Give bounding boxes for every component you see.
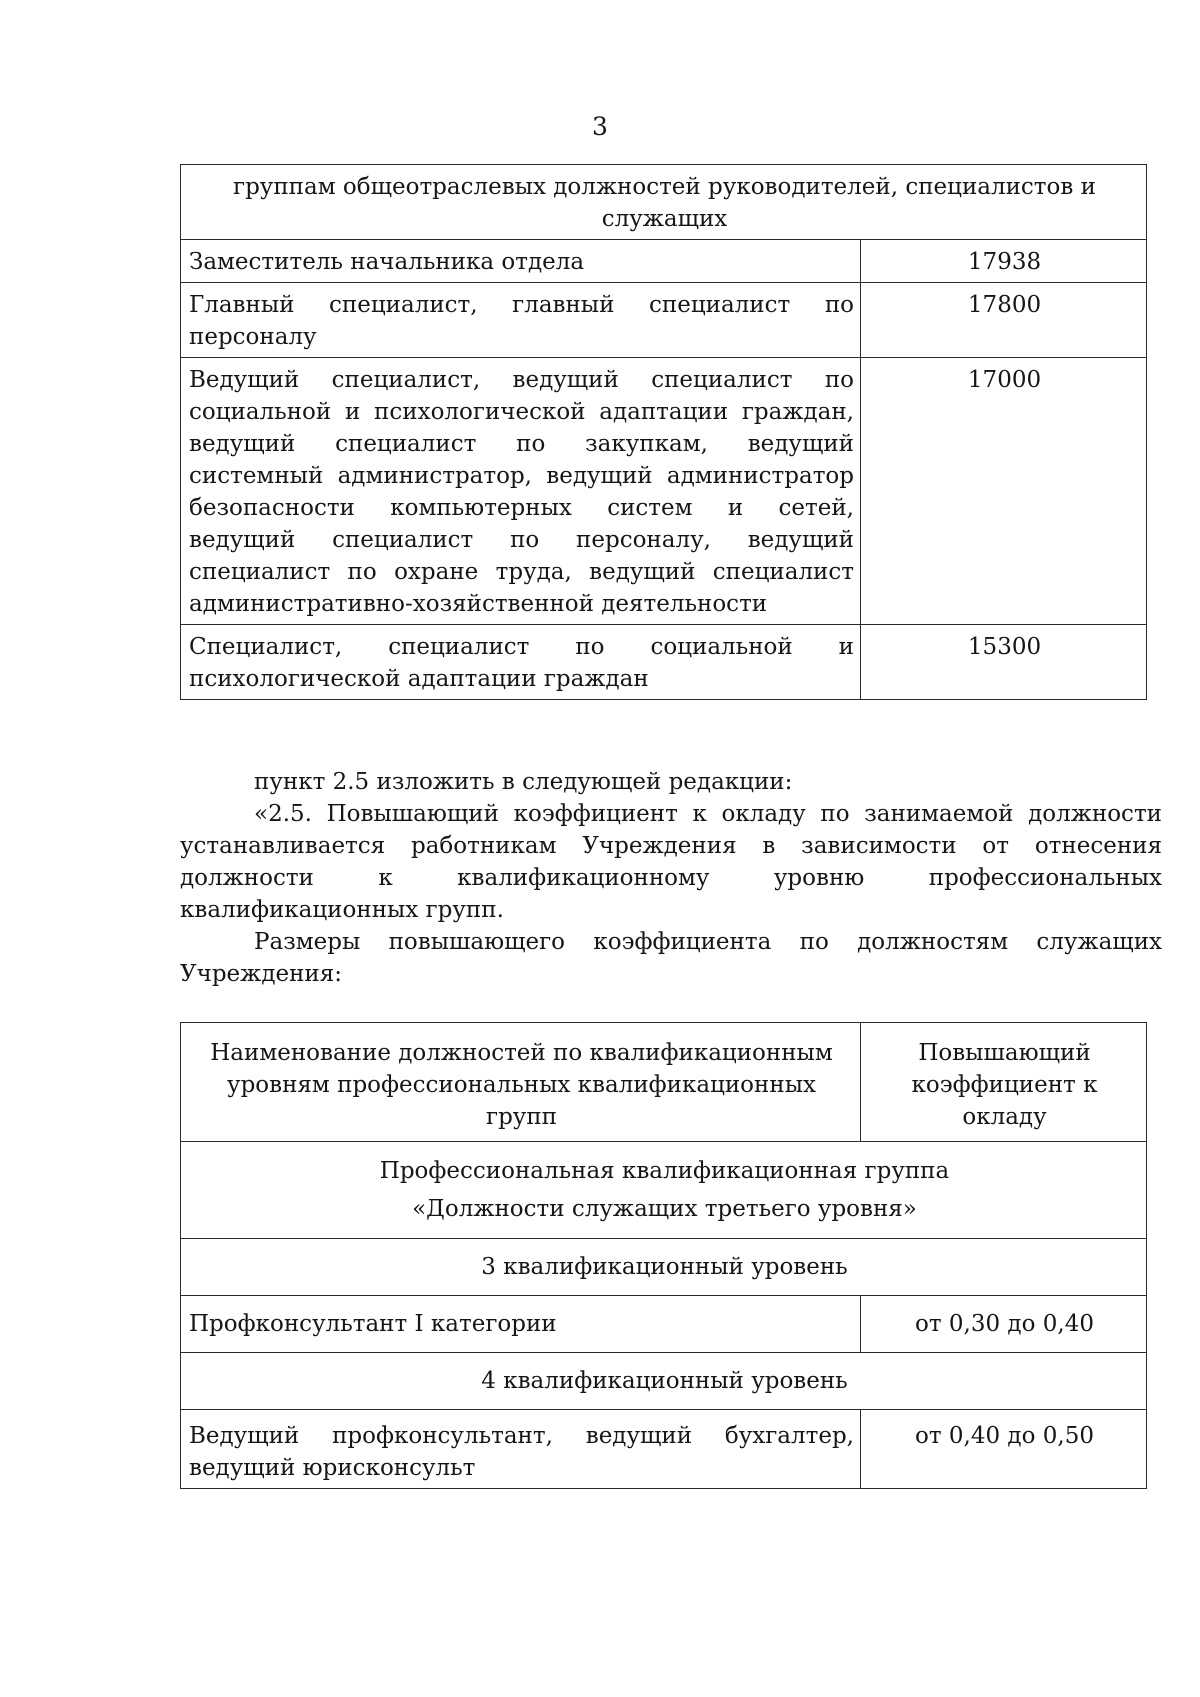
table-row: [181, 240, 1147, 283]
table-row: [181, 625, 1147, 700]
qualification-level-4: 4 квалификационный уровень: [181, 1353, 1147, 1410]
qualification-level-3: 3 квалификационный уровень: [181, 1239, 1147, 1296]
column-header-coefficient: Повышающий коэффициент к окладу: [861, 1023, 1147, 1142]
level-row: [181, 1239, 1147, 1296]
table-row: [181, 283, 1147, 358]
level-row: [181, 1353, 1147, 1410]
salary-table-header: группам общеотраслевых должностей руководителей, специалистов и служащих: [181, 165, 1147, 240]
position-name: Профконсультант I категории: [181, 1296, 861, 1353]
coefficient-value: от 0,30 до 0,40: [861, 1296, 1147, 1353]
position-name: Ведущий специалист, ведущий специалист по социальной и психологической адаптации граждан, ведущий специалист по закупкам, ведущий системный администратор, ведущий администратор безопасности компьютерных систем и сетей, ведущий специалист по персоналу, ведущий специалист по охране труда, ведущий специалист административно-хозяйственной деятельности: [181, 358, 861, 625]
qualification-group: [181, 1142, 1147, 1239]
table-row: [181, 358, 1147, 625]
coefficient-table-header-row: [181, 1023, 1147, 1142]
intro-paragraph: пункт 2.5 изложить в следующей редакции:: [254, 769, 793, 795]
group-row: [181, 1142, 1147, 1239]
salary-value: 17000: [861, 358, 1147, 625]
salary-value: 15300: [861, 625, 1147, 700]
position-name: Заместитель начальника отдела: [181, 240, 861, 283]
position-name: Специалист, специалист по социальной и психологической адаптации граждан: [181, 625, 861, 700]
column-header-position: Наименование должностей по квалификационным уровням профессиональных квалификационных групп: [181, 1023, 861, 1142]
group-name: «Должности служащих третьего уровня»: [412, 1196, 917, 1222]
page-number: 3: [592, 112, 608, 141]
salary-value: 17938: [861, 240, 1147, 283]
sizes-paragraph: Размеры повышающего коэффициента по должностям служащих Учреждения:: [180, 929, 1162, 987]
salary-value: 17800: [861, 283, 1147, 358]
body-text: [180, 766, 1162, 990]
table-row: [181, 1410, 1147, 1489]
group-title: Профессиональная квалификационная группа: [379, 1158, 950, 1184]
coefficient-value: от 0,40 до 0,50: [861, 1410, 1147, 1489]
table-row: [181, 1296, 1147, 1353]
coefficient-table: [180, 1022, 1147, 1489]
position-name: Главный специалист, главный специалист по персоналу: [181, 283, 861, 358]
position-name: Ведущий профконсультант, ведущий бухгалтер, ведущий юрисконсульт: [181, 1410, 861, 1489]
salary-table: [180, 164, 1147, 700]
salary-table-header-row: [181, 165, 1147, 240]
clause-paragraph: «2.5. Повышающий коэффициент к окладу по занимаемой должности устанавливается работникам Учреждения в зависимости от отнесения должности к квалификационному уровню профессиональных квалификационных групп.: [180, 801, 1162, 923]
